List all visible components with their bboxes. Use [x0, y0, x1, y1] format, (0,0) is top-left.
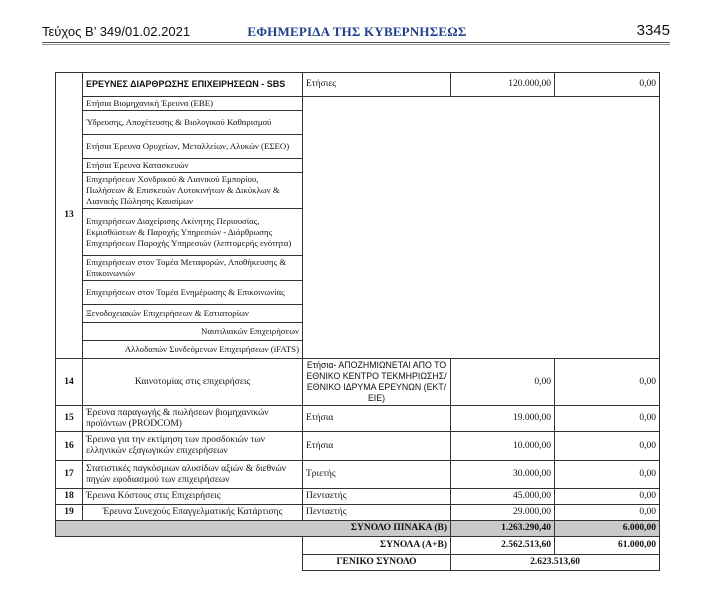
row-amount-2: 0,00: [555, 359, 660, 406]
row-amount-2: 0,00: [555, 505, 660, 521]
row-amount-1: 45.000,00: [451, 489, 555, 505]
row-number: 16: [56, 432, 83, 461]
row-title: Στατιστικές παγκόσμιων αλυσίδων αξιών & διεθνών πηγών εφοδιασμού των επιχειρήσεων: [83, 461, 303, 489]
row-frequency: Πενταετής: [303, 489, 451, 505]
row-amount-1: 19.000,00: [451, 406, 555, 432]
row-title: Έρευνα για την εκτίμηση των προσδοκιών των ελληνικών εξαγωγικών επιχειρήσεων: [83, 432, 303, 461]
row-amount-2: 0,00: [555, 73, 660, 97]
grand-total-amount: 2.623.513,60: [451, 555, 660, 571]
table-total-label: ΣΥΝΟΛΟ ΠΙΝΑΚΑ (Β): [56, 521, 451, 537]
row-title: ΕΡΕΥΝΕΣ ΔΙΑΡΘΡΩΣΗΣ ΕΠΙΧΕΙΡΗΣΕΩΝ - SBS: [83, 73, 303, 97]
row-number: 19: [56, 505, 83, 521]
sum-label: ΣΥΝΟΛΑ (Α+Β): [303, 537, 451, 555]
spacer-cell: [56, 537, 303, 555]
row-number: 13: [56, 73, 83, 359]
spacer-cell: [56, 555, 303, 571]
empty-merged-cell: [303, 256, 660, 359]
row-frequency: Τριετής: [303, 461, 451, 489]
grand-total-row: [56, 555, 660, 571]
sum-row: [56, 537, 660, 555]
header-rule: [42, 42, 670, 43]
table-row-14: [56, 359, 660, 406]
sum-amount-2: 61.000,00: [555, 537, 660, 555]
row-number: 14: [56, 359, 83, 406]
sub-item: Επιχειρήσεων Χονδρικού & Λιανικού Εμπορίου, Πωλήσεων & Επισκευών Αυτοκινήτων & Δικύκλων & Λιανικής Πώλησης Καυσίμων: [83, 173, 303, 209]
sub-item: Ναυτιλιακών Επιχειρήσεων: [83, 323, 303, 341]
sub-row: [56, 256, 660, 281]
row-frequency: Ετήσια: [303, 406, 451, 432]
table-row-18: [56, 489, 660, 505]
row-amount-1: 30.000,00: [451, 461, 555, 489]
grand-total-label: ΓΕΝΙΚΟ ΣΥΝΟΛΟ: [303, 555, 451, 571]
row-title: Έρευνα Συνεχούς Επαγγελματικής Κατάρτισης: [83, 505, 303, 521]
row-amount-1: 29.000,00: [451, 505, 555, 521]
sub-item: Ξενοδοχειακών Επιχειρήσεων & Εστιατορίων: [83, 305, 303, 323]
row-frequency: Ετήσιες: [303, 73, 451, 97]
sub-row: [56, 97, 660, 111]
empty-merged-cell: [303, 97, 660, 256]
table-row-13: [56, 73, 660, 97]
header-rule-secondary: [42, 44, 670, 45]
row-title: Έρευνα παραγωγής & πωλήσεων βιομηχανικών προϊόντων (PRODCOM): [83, 406, 303, 432]
table-row-16: [56, 432, 660, 461]
sub-item: Ετήσια Βιομηχανική Έρευνα (ΕΒΕ): [83, 97, 303, 111]
row-amount-2: 0,00: [555, 489, 660, 505]
sub-item: Ύδρευσης, Αποχέτευσης & Βιολογικού Καθαρισμού: [83, 111, 303, 135]
row-amount-2: 0,00: [555, 432, 660, 461]
row-amount-1: 120.000,00: [451, 73, 555, 97]
table-total-amount-2: 6.000,00: [555, 521, 660, 537]
row-number: 18: [56, 489, 83, 505]
row-number: 15: [56, 406, 83, 432]
sub-item: Ετήσια Έρευνα Κατασκευών: [83, 159, 303, 173]
table-row-17: [56, 461, 660, 489]
sub-item: Αλλοδαπών Συνδεόμενων Επιχειρήσεων (iFATS): [83, 341, 303, 359]
sub-item: Επιχειρήσεων στον Τομέα Ενημέρωσης & Επικοινωνίας: [83, 281, 303, 305]
table-total-row: [56, 521, 660, 537]
row-frequency: Ετήσια: [303, 432, 451, 461]
gazette-title: ΕΦΗΜΕΡΙΔΑ ΤΗΣ ΚΥΒΕΡΝΗΣΕΩΣ: [247, 24, 467, 39]
sub-item: Επιχειρήσεων στον Τομέα Μεταφορών, Αποθήκευσης & Επικοινωνιών: [83, 256, 303, 281]
row-amount-1: 0,00: [451, 359, 555, 406]
table-row-15: [56, 406, 660, 432]
sum-amount-1: 2.562.513,60: [451, 537, 555, 555]
row-amount-2: 0,00: [555, 406, 660, 432]
table-row-19: [56, 505, 660, 521]
row-number: 17: [56, 461, 83, 489]
sub-item: Ετήσια Έρευνα Ορυχείων, Μεταλλείων, Αλυκών (ΕΣΕΟ): [83, 135, 303, 159]
table-total-amount-1: 1.263.290,40: [451, 521, 555, 537]
row-frequency: Ετήσια- ΑΠΟΖΗΜΙΩΝΕΤΑΙ ΑΠΟ ΤΟ ΕΘΝΙΚΟ ΚΕΝΤΡΟ ΤΕΚΜΗΡΙΩΣΗΣ/ΕΘΝΙΚΟ ΙΔΡΥΜΑ ΕΡΕΥΝΩΝ (ΕΚΤ/ΕΙΕ): [303, 359, 451, 406]
row-frequency: Πενταετής: [303, 505, 451, 521]
row-amount-1: 10.000,00: [451, 432, 555, 461]
page-number: 3345: [636, 22, 670, 39]
budget-table: [55, 72, 660, 571]
row-amount-2: 0,00: [555, 461, 660, 489]
row-title: Καινοτομίας στις επιχειρήσεις: [83, 359, 303, 406]
issue-label: Τεύχος Β’ 349/01.02.2021: [42, 24, 191, 39]
sub-item: Επιχειρήσεων Διαχείρισης Ακίνητης Περιουσίας, Εκμισθώσεων & Παροχής Υπηρεσιών - Διάρθρωσης Επιχειρήσεων Παροχής Υπηρεσιών (λεπτομερής ενότητα): [83, 209, 303, 256]
row-title: Έρευνα Κόστους στις Επιχειρήσεις: [83, 489, 303, 505]
